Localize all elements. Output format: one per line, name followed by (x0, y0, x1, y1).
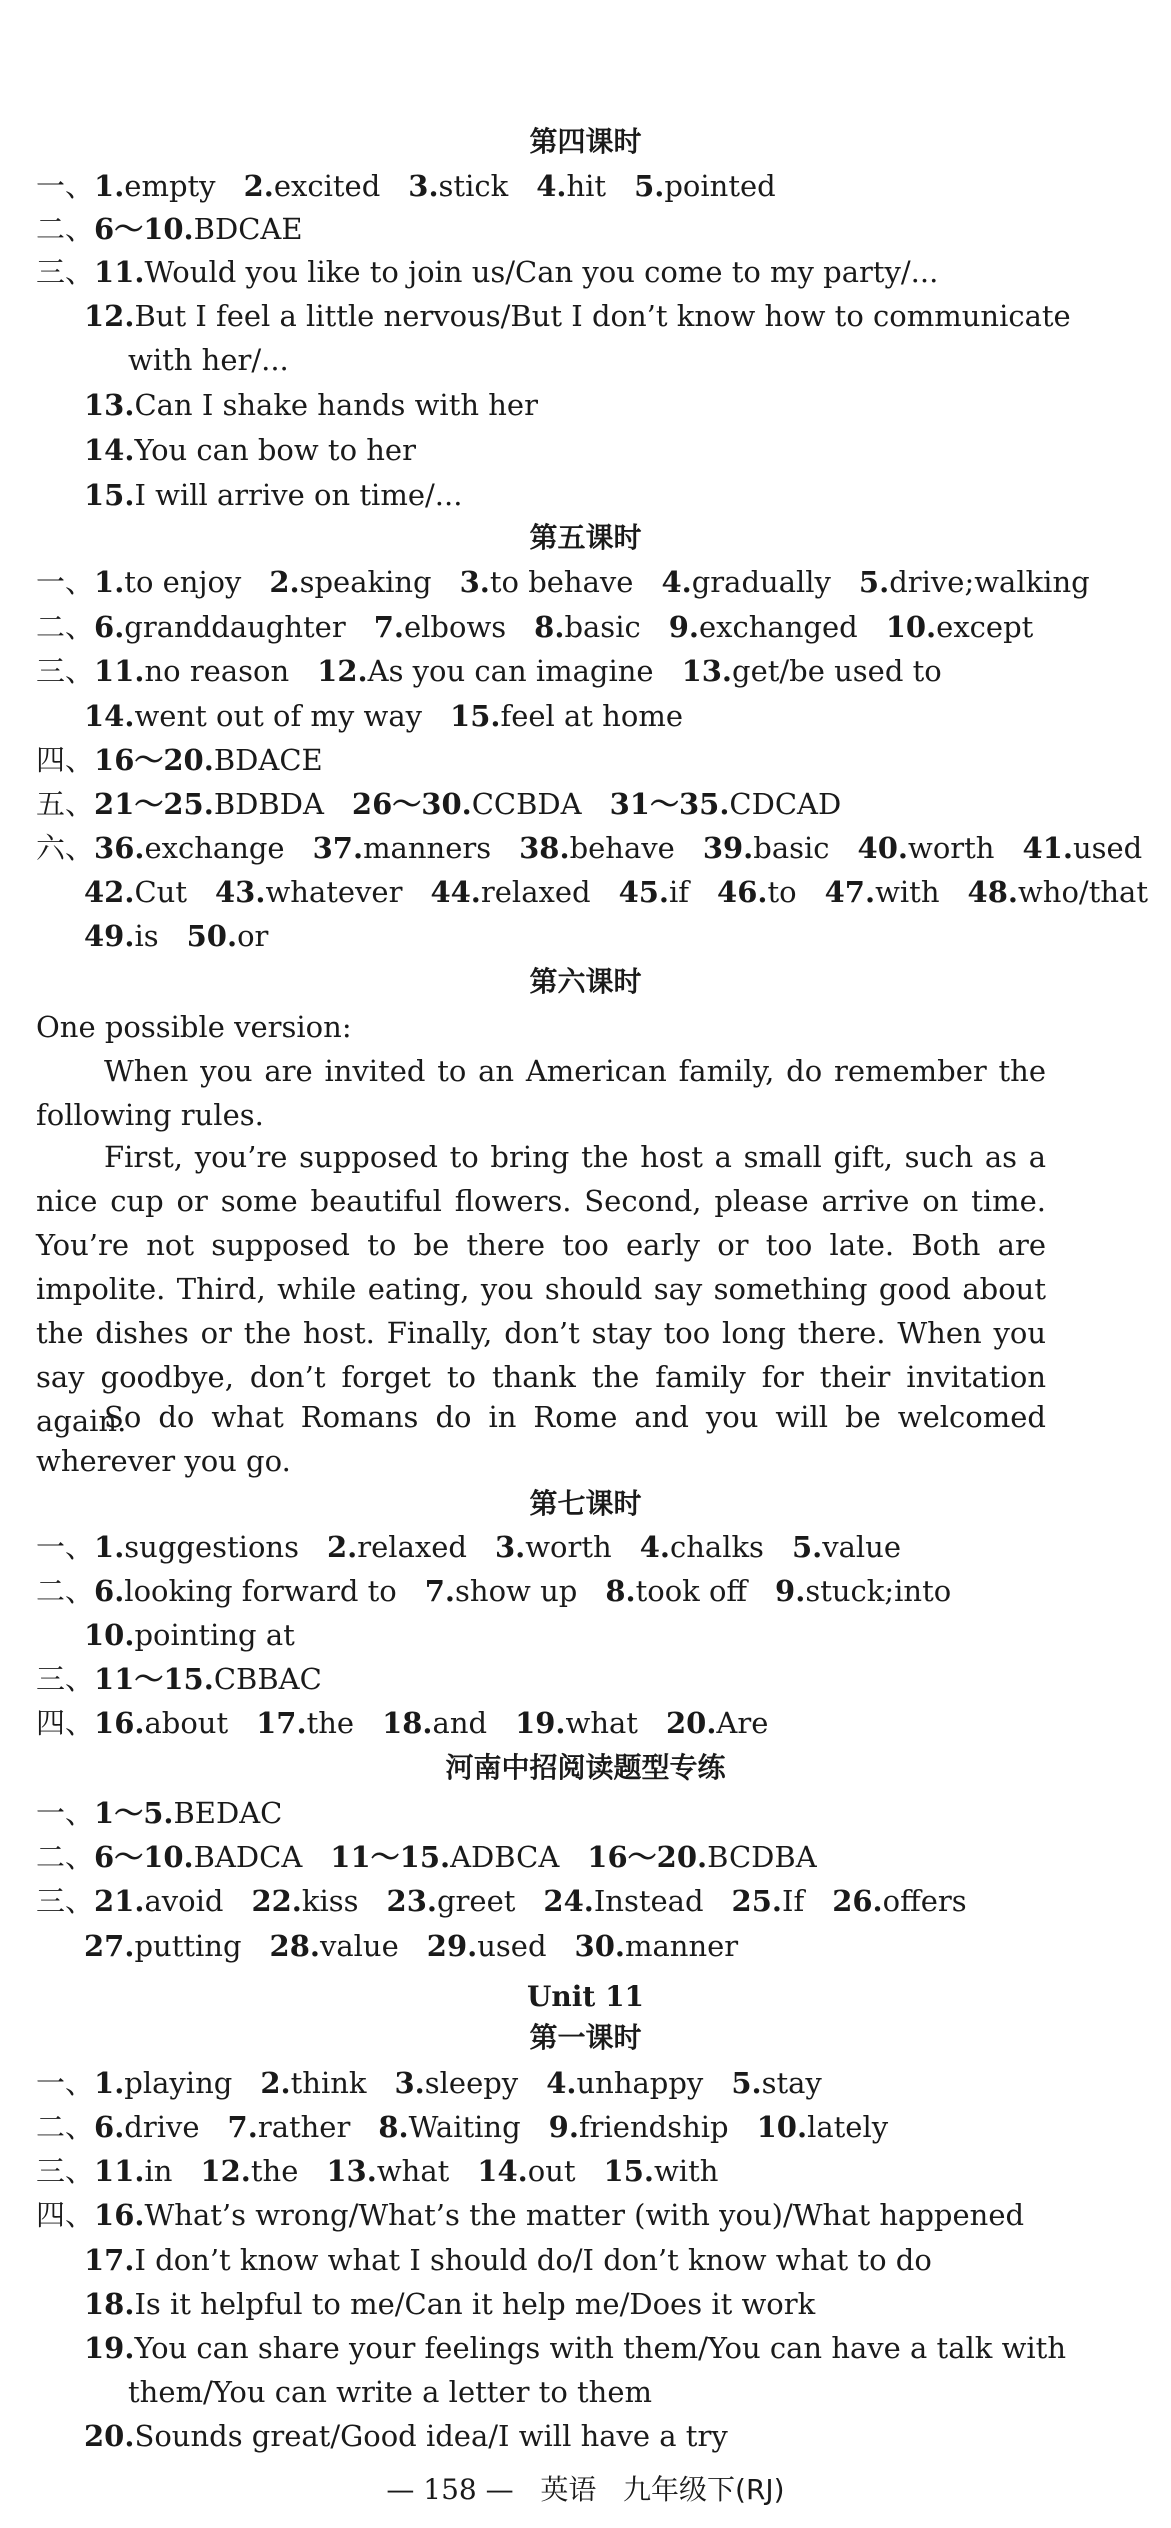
answer-number: 42. (84, 875, 135, 909)
answer-item (634, 169, 776, 203)
answer-number: 36. (94, 831, 145, 865)
answer-item (536, 169, 606, 203)
answer-number: 38. (519, 831, 570, 865)
answer-item (640, 1530, 764, 1564)
answer-text: basic (753, 831, 830, 865)
answer-number: 12. (317, 654, 368, 688)
answer-item (94, 610, 346, 644)
answer-item (330, 1840, 559, 1874)
answer-text: Are (716, 1706, 769, 1740)
l4-part1: 一、1.empty 2.excited 3.stick 4.hit 5.pointed (36, 169, 776, 203)
answer-item (587, 1840, 816, 1874)
answer-item (313, 831, 492, 865)
l7-part3: 三、11～15.CBBAC (36, 1662, 322, 1696)
answer-item (94, 1706, 228, 1740)
answer-text: feel at home (500, 699, 683, 733)
answer-text: basic (564, 610, 641, 644)
l5-part2: 二、6.granddaughter 7.elbows 8.basic 9.exchanged 10.except (36, 610, 1034, 644)
answer-text: used (1072, 831, 1143, 865)
answer-item (215, 875, 402, 909)
l5-part6: 六、36.exchange 37.manners 38.behave 39.basic 40.worth 41.used (36, 831, 1143, 865)
henan-part3-cont (84, 1926, 766, 1966)
answer-number: 8. (605, 1574, 636, 1608)
henan-part2: 二、6～10.BADCA 11～15.ADBCA 16～20.BCDBA (36, 1840, 817, 1874)
answer-item (792, 1530, 901, 1564)
answer-item (669, 610, 858, 644)
l4-q12-cont: with her/... (128, 343, 289, 377)
answer-number: 46. (717, 875, 768, 909)
answer-text: relaxed (357, 1530, 467, 1564)
answer-text: manner (624, 1929, 739, 1963)
answer-text: sleepy (424, 2066, 519, 2100)
l6-paragraph-1: When you are invited to an American family, do remember the following rules. (36, 1054, 1046, 1132)
henan-part1: 一、1～5.BEDAC (36, 1796, 283, 1830)
l7-part4: 四、16.about 17.the 18.and 19.what 20.Are (36, 1706, 769, 1740)
answer-item (543, 1884, 703, 1918)
answer-item (94, 654, 289, 688)
answer-number: 2. (260, 2066, 291, 2100)
answer-item (858, 831, 995, 865)
answer-text: Instead (593, 1884, 704, 1918)
answer-item (495, 1530, 612, 1564)
answer-item (270, 1929, 399, 1963)
answer-item (382, 1706, 487, 1740)
answer-text: or (237, 919, 269, 953)
answer-item (84, 875, 187, 909)
answer-item (731, 2066, 822, 2100)
answer-number: 1. (94, 169, 125, 203)
answer-number: 7. (373, 610, 404, 644)
answer-item (256, 1706, 354, 1740)
answer-number: 1. (94, 565, 125, 599)
answer-number: 16～20. (587, 1840, 708, 1874)
answer-item (94, 2110, 200, 2144)
answer-number: 6～10. (94, 1840, 194, 1874)
answer-item (732, 1884, 805, 1918)
answer-text: granddaughter (124, 610, 346, 644)
answer-item (886, 610, 1034, 644)
answer-number: 2. (243, 169, 274, 203)
answer-text: except (936, 610, 1034, 644)
answer-text: to (767, 875, 797, 909)
answer-number: 17. (256, 1706, 307, 1740)
u11-q16: 四、16.What’s wrong/What’s the matter (with you)/What happened (36, 2198, 1025, 2232)
section-title-henan: 河南中招阅读题型专练 (445, 1751, 726, 1784)
l4-q14: 14.You can bow to her (84, 433, 416, 467)
answer-number: 4. (661, 565, 692, 599)
l4-q11: 三、11.Would you like to join us/Can you come to my party/... (36, 255, 939, 289)
l5-part6-cont2 (84, 916, 296, 956)
answer-item (604, 2154, 719, 2188)
answer-text: the (250, 2154, 299, 2188)
section-title-lesson7: 第七课时 (529, 1487, 642, 1520)
answer-text: elbows (404, 610, 507, 644)
section-title-lesson6: 第六课时 (529, 965, 642, 998)
answer-item (703, 831, 830, 865)
answer-item (610, 787, 842, 821)
answer-item (477, 2154, 575, 2188)
answer-number: 1. (94, 2066, 125, 2100)
answer-number: 13. (681, 654, 733, 688)
answer-number: 4. (639, 1530, 670, 1564)
answer-item (682, 654, 942, 688)
answer-number: 22. (251, 1884, 302, 1918)
answer-text: putting (134, 1929, 242, 1963)
answer-item (251, 1884, 358, 1918)
l5-part5: 五、21～25.BDBDA 26～30.CCBDA 31～35.CDCAD (36, 787, 842, 821)
answer-number: 11. (94, 2154, 145, 2188)
henan-part3: 三、21.avoid 22.kiss 23.greet 24.Instead 25.If 26.offers (36, 1884, 967, 1918)
section-title-unit11-lesson1: 第一课时 (529, 2021, 642, 2054)
answer-number: 21. (94, 1884, 145, 1918)
answer-number: 3. (459, 565, 490, 599)
answer-text: exchanged (699, 610, 858, 644)
answer-item (519, 831, 675, 865)
answer-item (244, 169, 381, 203)
answer-item (94, 565, 241, 599)
answer-item (327, 1530, 467, 1564)
l4-q15: 15.I will arrive on time/... (84, 478, 463, 512)
l7-part2-cont (84, 1615, 323, 1655)
answer-item (775, 1574, 951, 1608)
answer-number: 19. (515, 1706, 566, 1740)
answer-item (260, 2066, 366, 2100)
answer-text: value (319, 1929, 399, 1963)
answer-text: stick (438, 169, 509, 203)
answer-item (228, 2110, 351, 2144)
answer-item (661, 565, 830, 599)
footer-subject: 英语 (540, 2473, 597, 2506)
answer-number: 7. (424, 1574, 456, 1608)
answer-item (84, 1929, 242, 1963)
l7-part1: 一、1.suggestions 2.relaxed 3.worth 4.chalks 5.value (36, 1530, 902, 1564)
answer-text: Waiting (408, 2110, 521, 2144)
answer-text: greet (436, 1884, 516, 1918)
answer-number: 41. (1022, 831, 1073, 865)
answer-number: 39. (702, 831, 754, 865)
answer-item (84, 699, 422, 733)
answer-text: rather (257, 2110, 351, 2144)
answer-item (94, 169, 216, 203)
answer-text: what (565, 1706, 638, 1740)
answer-item (1022, 831, 1142, 865)
answer-item (94, 787, 324, 821)
answer-item (450, 699, 683, 733)
answer-text: exchange (144, 831, 285, 865)
answer-number: 3. (494, 1530, 526, 1564)
answer-item (84, 1618, 295, 1652)
answer-text: As you can imagine (367, 654, 654, 688)
l5-part4: 四、16～20.BDACE (36, 743, 323, 777)
answer-item (549, 2110, 729, 2144)
u11-part2: 二、6.drive 7.rather 8.Waiting 9.friendship 10.lately (36, 2110, 889, 2144)
answer-text: looking forward to (124, 1574, 397, 1608)
answer-number: 37. (312, 831, 364, 865)
answer-text: BADCA (193, 1840, 303, 1874)
answer-item (515, 1706, 638, 1740)
answer-number: 16. (94, 1706, 145, 1740)
answer-text: CCBDA (471, 787, 582, 821)
answer-number: 14. (84, 699, 135, 733)
answer-item (408, 169, 508, 203)
answer-text: BCDBA (707, 1840, 817, 1874)
answer-item (666, 1706, 768, 1740)
answer-item (832, 1884, 966, 1918)
answer-item (378, 2110, 520, 2144)
answer-number: 3. (408, 169, 439, 203)
answer-text: took off (635, 1574, 748, 1608)
answer-text: out (527, 2154, 576, 2188)
answer-number: 5. (791, 1530, 823, 1564)
answer-text: relaxed (480, 875, 591, 909)
answer-item (94, 831, 285, 865)
answer-item (94, 1530, 299, 1564)
answer-item (757, 2110, 889, 2144)
section-title-unit11: Unit 11 (526, 1980, 645, 2013)
answer-item (394, 2066, 518, 2100)
answer-text: what (376, 2154, 450, 2188)
answer-item (425, 1574, 578, 1608)
answer-text: playing (124, 2066, 233, 2100)
answer-number: 44. (430, 875, 481, 909)
answer-number: 7. (227, 2110, 258, 2144)
answer-text: think (290, 2066, 367, 2100)
answer-text: and (432, 1706, 488, 1740)
answer-item (605, 1574, 747, 1608)
l4-q13: 13.Can I shake hands with her (84, 388, 538, 422)
answer-number: 45. (618, 875, 670, 909)
answer-number: 49. (84, 919, 135, 953)
answer-item (619, 875, 689, 909)
answer-text: with (653, 2154, 719, 2188)
answer-number: 26. (832, 1884, 883, 1918)
answer-text: friendship (578, 2110, 729, 2144)
answer-text: chalks (669, 1530, 764, 1564)
answer-text: if (669, 875, 690, 909)
answer-text: Cut (134, 875, 187, 909)
answer-item (534, 610, 641, 644)
answer-text: about (144, 1706, 229, 1740)
l6-paragraph-2: First, you’re supposed to bring the host a small gift, such as a nice cup or some beautiful flowers. Second, please arrive on time. You’re not supposed to be there too early or too late. Both are impolite. Third, while eating, you should say something good about the dishes or the host. Finally, don’t stay too long there. When you say goodbye, don’t forget to thank the family for their invitation again. (36, 1140, 1046, 1438)
answer-text: offers (882, 1884, 967, 1918)
answer-text: empty (124, 169, 216, 203)
answer-number: 13. (326, 2154, 377, 2188)
answer-item (187, 919, 269, 953)
u11-q17: 17.I don’t know what I should do/I don’t know what to do (84, 2243, 932, 2277)
answer-number: 4. (536, 169, 567, 203)
answer-number: 40. (857, 831, 908, 865)
answer-text: gradually (691, 565, 831, 599)
l4-part2: 二、6～10.BDCAE (36, 212, 303, 246)
answer-item (326, 2154, 449, 2188)
answer-number: 27. (84, 1929, 135, 1963)
answer-text: kiss (301, 1884, 359, 1918)
answer-number: 11. (94, 654, 145, 688)
answer-text: behave (569, 831, 675, 865)
answer-text: manners (363, 831, 492, 865)
answer-text: value (822, 1530, 902, 1564)
answer-item (84, 919, 159, 953)
answer-number: 10. (885, 610, 937, 644)
l5-part1: 一、1.to enjoy 2.speaking 3.to behave 4.gradually 5.drive;walking (36, 565, 1090, 599)
answer-item (374, 610, 506, 644)
answer-text: drive;walking (889, 565, 1090, 599)
answer-number: 15. (603, 2154, 654, 2188)
answer-text: show up (455, 1574, 578, 1608)
answer-number: 24. (543, 1884, 594, 1918)
answer-number: 11～15. (330, 1840, 451, 1874)
answer-number: 20. (665, 1706, 717, 1740)
answer-number: 9. (548, 2110, 579, 2144)
answer-number: 1. (94, 1530, 125, 1564)
answer-item (317, 654, 653, 688)
answer-number: 23. (386, 1884, 437, 1918)
u11-part3: 三、11.in 12.the 13.what 14.out 15.with (36, 2154, 719, 2188)
answer-text: stuck;into (805, 1574, 952, 1608)
answer-number: 5. (634, 169, 665, 203)
answer-number: 29. (426, 1929, 478, 1963)
answer-item (94, 1574, 397, 1608)
answer-item (269, 565, 431, 599)
u11-q19-cont: them/You can write a letter to them (128, 2375, 652, 2409)
answer-item (200, 2154, 298, 2188)
answer-text: drive (124, 2110, 200, 2144)
answer-number: 43. (214, 875, 266, 909)
u11-q20: 20.Sounds great/Good idea/I will have a try (84, 2419, 728, 2453)
answer-number: 5. (731, 2066, 762, 2100)
l7-part2: 二、6.looking forward to 7.show up 8.took off 9.stuck;into (36, 1574, 952, 1608)
answer-item (94, 2066, 232, 2100)
answer-number: 2. (269, 565, 300, 599)
answer-number: 4. (546, 2066, 577, 2100)
answer-item (968, 875, 1148, 909)
answer-number: 26～30. (351, 787, 472, 821)
page-footer (0, 2470, 1171, 2510)
answer-number: 30. (574, 1929, 625, 1963)
l4-q12: 12.But I feel a little nervous/But I don’t know how to communicate (84, 299, 1071, 333)
answer-number: 10. (756, 2110, 808, 2144)
answer-item (546, 2066, 703, 2100)
answer-number: 10. (84, 1618, 135, 1652)
section-title-lesson4: 第四课时 (529, 125, 642, 158)
l6-intro: One possible version: (36, 1010, 352, 1044)
answer-item (94, 1840, 302, 1874)
answer-number: 5. (858, 565, 890, 599)
answer-number: 18. (382, 1706, 433, 1740)
l5-part3-cont (84, 696, 711, 736)
answer-text: used (477, 1929, 547, 1963)
answer-number: 6. (94, 1574, 125, 1608)
answer-number: 50. (186, 919, 238, 953)
answer-number: 31～35. (609, 787, 730, 821)
answer-number: 6. (94, 2110, 125, 2144)
u11-q19: 19.You can share your feelings with them/You can have a talk with (84, 2331, 1066, 2365)
answer-text: worth (908, 831, 995, 865)
footer-grade: 九年级下(RJ) (623, 2473, 785, 2506)
answer-text: pointing at (134, 1618, 295, 1652)
answer-number: 21～25. (94, 787, 214, 821)
answer-text: If (781, 1884, 805, 1918)
answer-item (575, 1929, 739, 1963)
answer-item (427, 1929, 547, 1963)
section-title-lesson5: 第五课时 (529, 521, 642, 554)
answer-text: with (875, 875, 940, 909)
answer-number: 9. (668, 610, 699, 644)
answer-number: 6. (94, 610, 125, 644)
answer-item (825, 875, 940, 909)
answer-text: who/that (1017, 875, 1148, 909)
answer-text: in (144, 2154, 173, 2188)
answer-number: 48. (967, 875, 1018, 909)
answer-text: to enjoy (124, 565, 242, 599)
answer-text: BDBDA (213, 787, 324, 821)
answer-text: no reason (144, 654, 290, 688)
answer-item (94, 2154, 172, 2188)
answer-text: whatever (265, 875, 403, 909)
answer-text: to behave (489, 565, 634, 599)
answer-text: suggestions (124, 1530, 299, 1564)
answer-number: 3. (394, 2066, 425, 2100)
l5-part3: 三、11.no reason 12.As you can imagine 13.get/be used to (36, 654, 942, 688)
answer-text: stay (761, 2066, 822, 2100)
answer-text: unhappy (576, 2066, 704, 2100)
answer-text: worth (525, 1530, 612, 1564)
answer-text: the (306, 1706, 355, 1740)
answer-text: excited (273, 169, 381, 203)
answer-text: lately (807, 2110, 889, 2144)
u11-part1: 一、1.playing 2.think 3.sleepy 4.unhappy 5.stay (36, 2066, 822, 2100)
answer-number: 12. (200, 2154, 251, 2188)
answer-item (430, 875, 590, 909)
answer-item (859, 565, 1090, 599)
answer-number: 47. (824, 875, 876, 909)
answer-number: 8. (534, 610, 565, 644)
answer-text: pointed (664, 169, 776, 203)
answer-item (352, 787, 582, 821)
answer-number: 15. (450, 699, 501, 733)
answer-text: get/be used to (732, 654, 942, 688)
answer-text: CDCAD (729, 787, 842, 821)
l5-part6-cont (84, 872, 1171, 912)
answer-number: 25. (731, 1884, 782, 1918)
answer-number: 14. (477, 2154, 528, 2188)
answer-number: 28. (269, 1929, 320, 1963)
answer-number: 2. (326, 1530, 358, 1564)
page-number: — 158 — (386, 2473, 514, 2506)
answer-item (717, 875, 797, 909)
answer-item (460, 565, 634, 599)
answer-text: hit (566, 169, 607, 203)
l6-paragraph-3: So do what Romans do in Rome and you will be welcomed wherever you go. (36, 1400, 1046, 1478)
answer-text: speaking (299, 565, 432, 599)
answer-number: 9. (775, 1574, 806, 1608)
answer-item (94, 1884, 223, 1918)
answer-text: is (134, 919, 159, 953)
answer-number: 8. (378, 2110, 409, 2144)
answer-item (387, 1884, 516, 1918)
answer-text: avoid (144, 1884, 224, 1918)
u11-q18: 18.Is it helpful to me/Can it help me/Does it work (84, 2287, 816, 2321)
answer-text: went out of my way (134, 699, 423, 733)
answer-text: ADBCA (450, 1840, 560, 1874)
